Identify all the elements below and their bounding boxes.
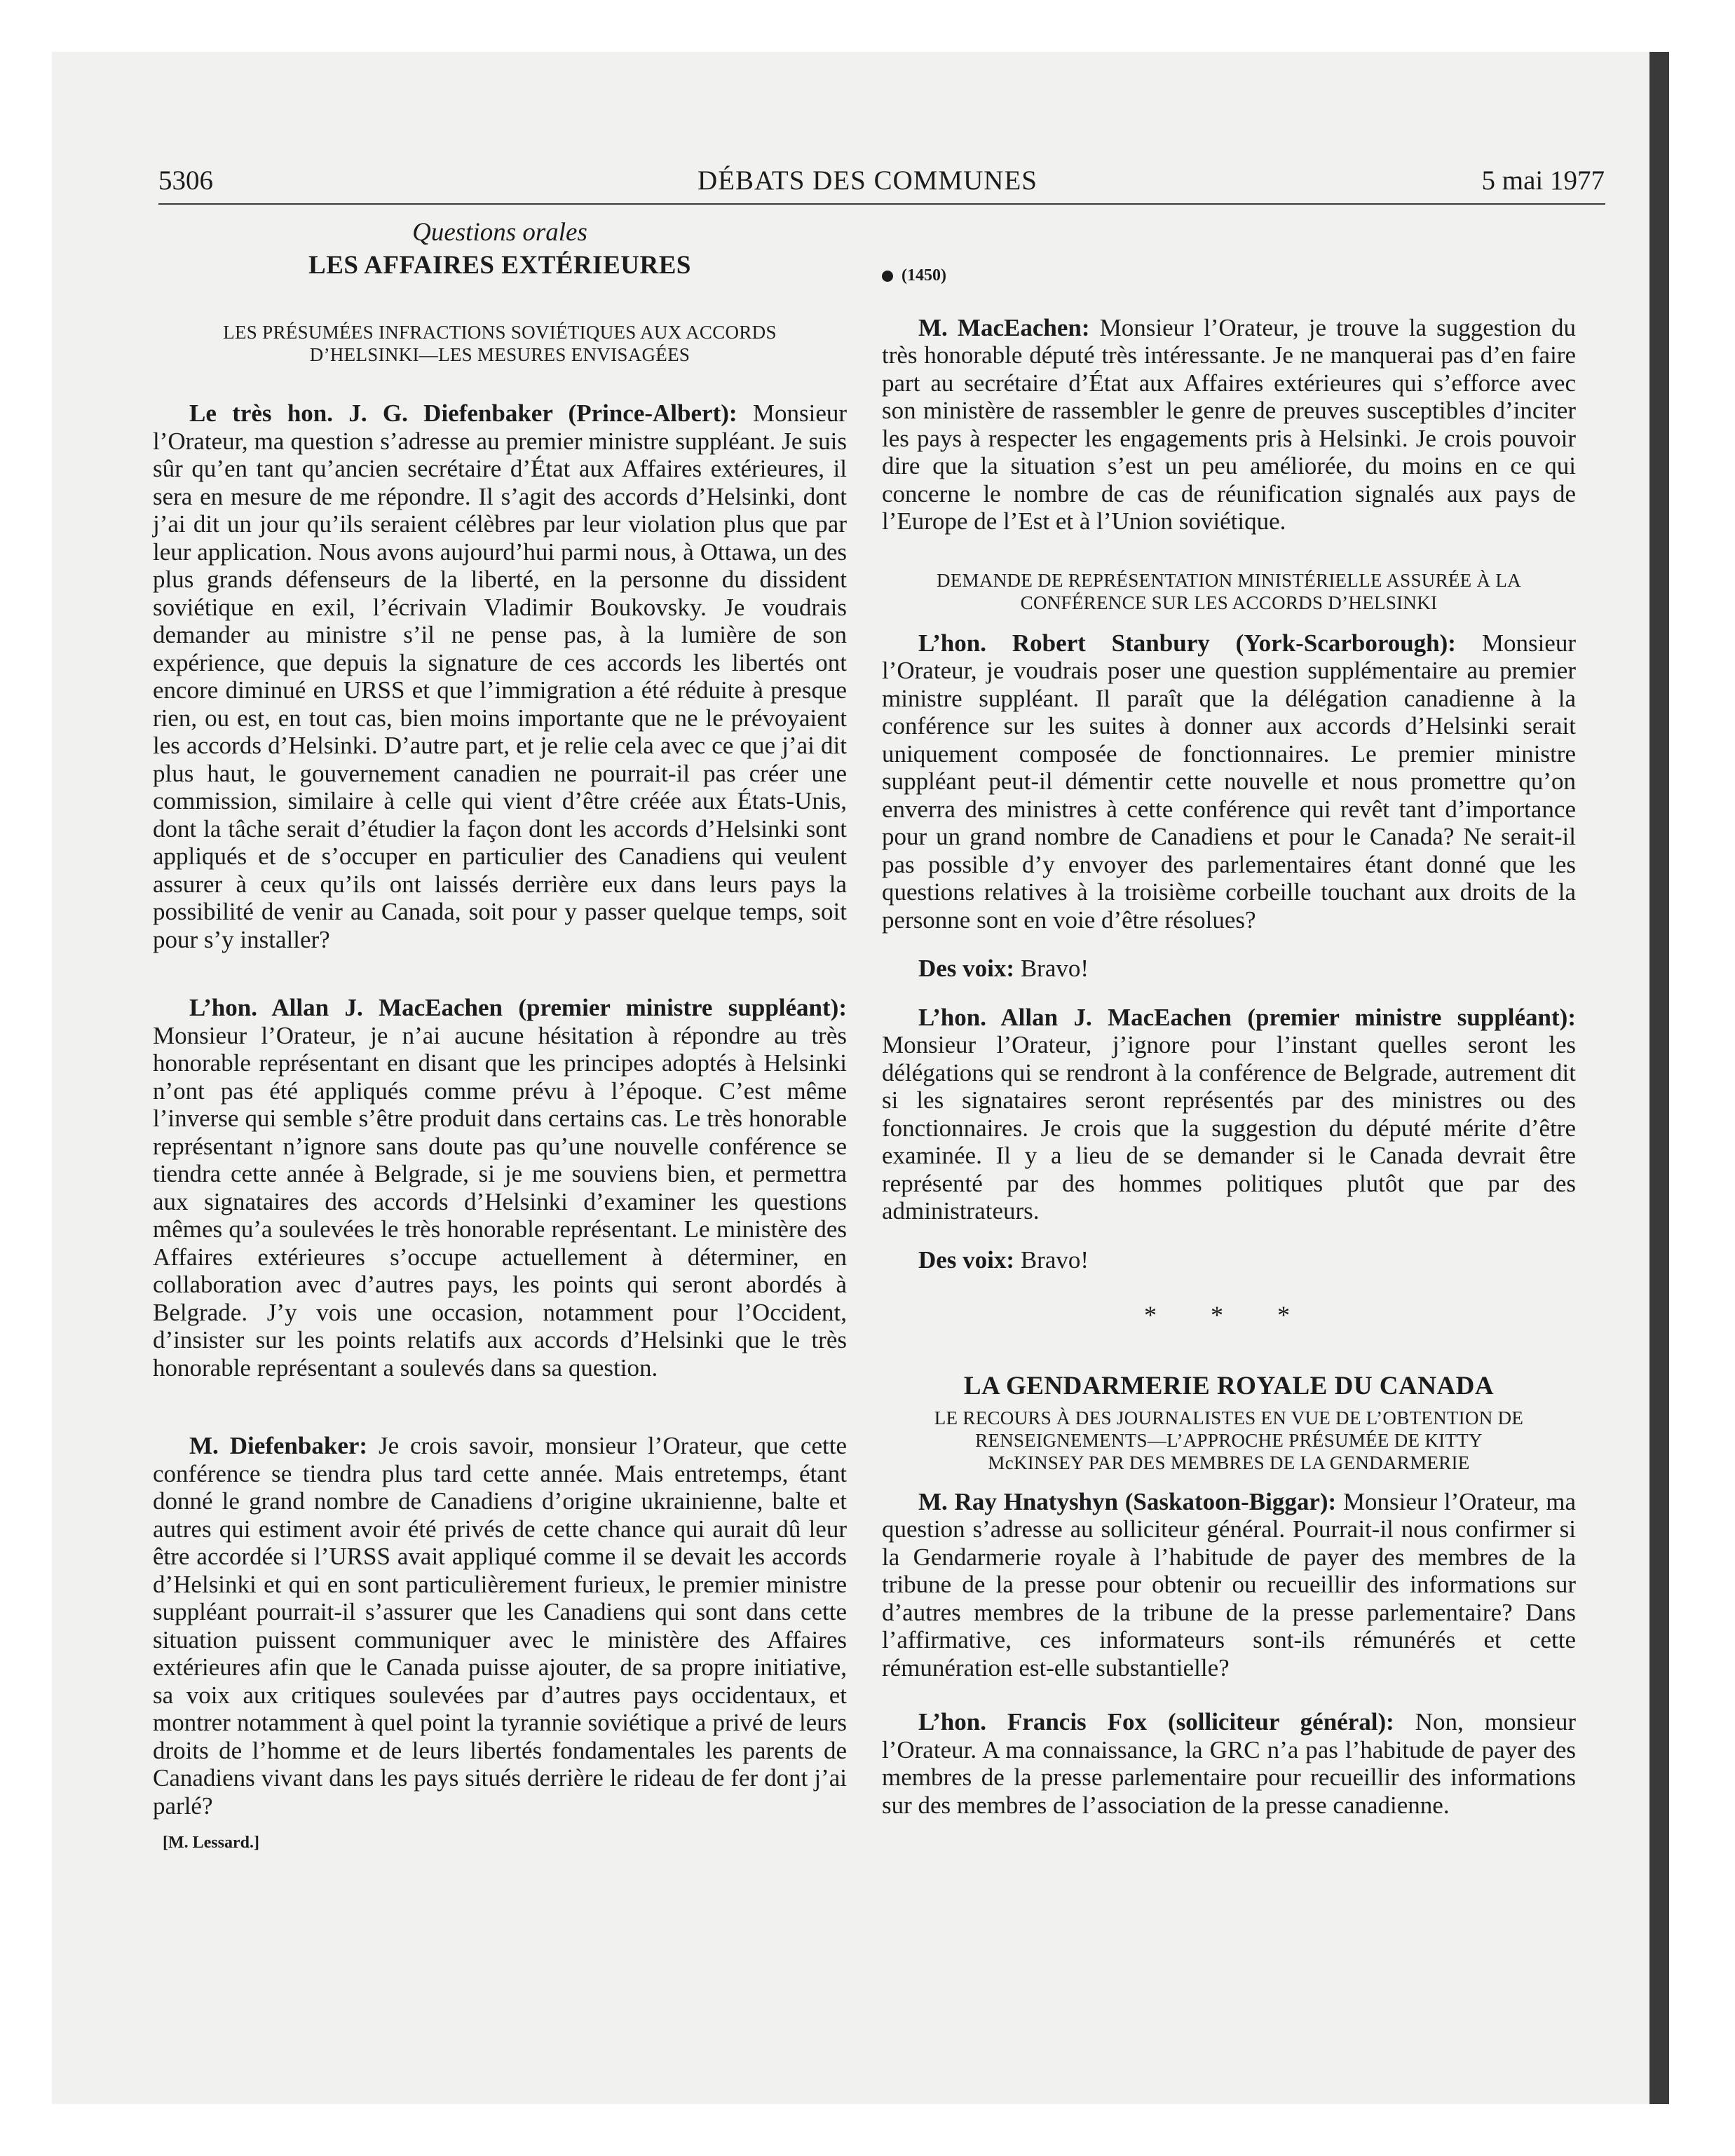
speech-text: Non, monsieur l’Orateur. A ma connaissance, la GRC n’a pas l’habitude de payer des membres de la presse parlementaire pour recueillir des informations sur des membres de l’association de la presse canadienne. (882, 1708, 1576, 1819)
speaker-name: Le très hon. J. G. Diefenbaker (Prince-Albert): (189, 400, 737, 427)
interjection (882, 1246, 1576, 1274)
bullet-icon (882, 271, 893, 282)
journal-title: DÉBATS DES COMMUNES (698, 165, 1037, 196)
section-title: LES AFFAIRES EXTÉRIEURES (308, 251, 691, 280)
right-column (882, 217, 1576, 1819)
scan-edge-bar (1649, 52, 1669, 2104)
subtitle-line: LE RECOURS À DES JOURNALISTES EN VUE DE L’OBTENTION DE (934, 1407, 1524, 1428)
rubric: Questions orales (412, 218, 587, 247)
speaker-name: L’hon. Allan J. MacEachen (premier ministre suppléant): (918, 1003, 1576, 1031)
left-column (153, 217, 847, 1857)
speech-paragraph (882, 1004, 1576, 1225)
speaker-name: M. MacEachen: (918, 313, 1090, 341)
subtitle-line: DEMANDE DE REPRÉSENTATION MINISTÉRIELLE ASSURÉE À LA (937, 569, 1521, 591)
page-date: 5 mai 1977 (1481, 165, 1605, 196)
subtitle-line: LES PRÉSUMÉES INFRACTIONS SOVIÉTIQUES AUX ACCORDS (223, 322, 777, 343)
speaker-name: M. Ray Hnatyshyn (Saskatoon-Biggar): (918, 1487, 1337, 1515)
speaker-tag: [M. Lessard.] (163, 1834, 259, 1852)
speech-text: Monsieur l’Orateur, je n’ai aucune hésitation à répondre au très honorable représentant en disant que les principes adoptés à Helsinki n’ont pas été appliqués comme prévu à l’époque. C’est même l’inverse qui semble s’être produit dans certains cas. Le très honorable représentant n’ignore sans doute pas qu’une nouvelle conférence se tiendra cette année à Belgrade, si je me souviens bien, et permettra aux signataires des accords d’Helsinki d’examiner les questions mêmes qu’a soulevées le très honorable représentant. Le ministère des Affaires extérieures s’occupe actuellement à déterminer, en collaboration avec d’autres pays, les points qui seront abordés à Belgrade. J’y vois une occasion, notamment pour l’Occident, d’insister sur les points relatifs aux accords d’Helsinki que le très honorable représentant a soulevés dans sa question. (153, 1021, 847, 1381)
header-rule (158, 203, 1605, 205)
speech-text: Monsieur l’Orateur, je trouve la suggestion du très honorable député très intéressante. Je ne manquerai pas d’en faire part au secrétaire d’État aux Affaires extérieures qui s’efforce avec son ministère de rassembler le genre de preuves susceptibles d’inciter les pays à respecter les engagements pris à Helsinki. Je crois pouvoir dire que la situation s’est un peu améliorée, du moins en ce qui concerne le nombre de cas de réunification signalés aux pays de l’Europe de l’Est et à l’Union soviétique. (882, 313, 1577, 535)
speaker-name: L’hon. Allan J. MacEachen (premier ministre suppléant): (189, 994, 847, 1021)
speaker-name: Des voix: (918, 955, 1015, 982)
speech-paragraph (882, 1708, 1576, 1819)
speaker-name: L’hon. Francis Fox (solliciteur général): (918, 1708, 1394, 1735)
speaker-name: M. Diefenbaker: (189, 1432, 368, 1459)
speech-text: Bravo! (1014, 1246, 1089, 1274)
page-number: 5306 (158, 165, 213, 196)
subtitle-line: McKINSEY PAR DES MEMBRES DE LA GENDARMERIE (988, 1452, 1470, 1473)
time-marker-text: (1450) (901, 266, 946, 285)
speech-text: Monsieur l’Orateur, j’ignore pour l’instant quelles seront les délégations qui se rendront à la conférence de Belgrade, autrement dit si les signataires seront représentés par des ministres ou des fonctionnaires. Je crois que la suggestion du député mérite d’être examinée. Il y a lieu de se demander si le Canada devrait être représenté par des hommes politiques plutôt que par des administrateurs. (882, 1031, 1576, 1224)
speech-text: Je crois savoir, monsieur l’Orateur, que cette conférence se tiendra plus tard cette année. Mais entretemps, étant donné le grand nombre de Canadiens d’origine ukrainienne, balte et autres qui estiment avoir été privés de cette chance qui aurait dû leur être accordée si l’URSS avait appliqué comme il se devait les accords d’Helsinki et qui en sont particulièrement furieux, le premier ministre suppléant pourrait-il s’assurer que les Canadiens qui sont dans cette situation puissent communiquer avec le ministère des Affaires extérieures afin que le Canada puisse ajouter, de sa propre initiative, sa voix aux critiques soulevées par d’autres pays occidentaux, et montrer notamment à quel point la tyrannie soviétique a privé de leurs droits de l’homme et de leurs libertés fondamentales les parents de Canadiens vivant dans les pays situés derrière le rideau de fer dont j’ai parlé? (153, 1432, 847, 1820)
interjection (882, 955, 1576, 983)
speech-text: Monsieur l’Orateur, je voudrais poser une question supplémentaire au premier ministre suppléant. Il paraît que la délégation canadienne à la conférence sur les suites à donner aux accords d’Helsinki serait uniquement composée de fonctionnaires. Le premier ministre suppléant peut-il démentir cette nouvelle et nous promettre qu’on enverra des ministres à cette conférence qui revêt tant d’importance pour un grand nombre de Canadiens et pour le Canada? Ne serait-il pas possible d’y envoyer des parlementaires étant donné que les questions relatives à la troisième corbeille touchant aux droits de la personne sont en voie d’être résolues? (882, 629, 1576, 934)
subtitle-line: D’HELSINKI—LES MESURES ENVISAGÉES (309, 344, 690, 365)
section-separator: * * * (1144, 1301, 1314, 1329)
speech-paragraph (153, 994, 847, 1381)
speech-paragraph (882, 314, 1576, 535)
subtitle-line: CONFÉRENCE SUR LES ACCORDS D’HELSINKI (1020, 592, 1438, 613)
speech-paragraph (882, 1488, 1576, 1682)
speech-paragraph (153, 1432, 847, 1820)
speech-text: Monsieur l’Orateur, ma question s’adresse au solliciteur général. Pourrait-il nous confirmer si la Gendarmerie royale à l’habitude de payer des membres de la tribune de la presse pour obtenir ou recueillir des informations sur d’autres membres de la tribune de la presse parlementaire? Dans l’affirmative, ces informateurs sont-ils rémunérés et cette rémunération est-elle substantielle? (882, 1487, 1576, 1681)
speaker-name: L’hon. Robert Stanbury (York-Scarborough): (918, 629, 1456, 657)
speech-text: Bravo! (1014, 955, 1089, 982)
section-title: LA GENDARMERIE ROYALE DU CANADA (963, 1371, 1495, 1400)
speaker-name: Des voix: (918, 1246, 1015, 1274)
speech-text: Monsieur l’Orateur, ma question s’adresse au premier ministre suppléant. Je suis sûr qu’en tant qu’ancien secrétaire d’État aux Affaires extérieures, il sera en mesure de me répondre. Il s’agit des accords d’Helsinki, dont j’ai dit un jour qu’ils seraient célèbres par leur violation plus que par leur application. Nous avons aujourd’hui parmi nous, à Ottawa, un des plus grands défenseurs de la liberté, en la personne du dissident soviétique en exil, l’écrivain Vladimir Boukovsky. Je voudrais demander au ministre s’il ne pense pas, à la lumière de son expérience, que depuis la signature de ces accords les libertés ont encore diminué en URSS et que l’immigration a été réduite à presque rien, ou est, en tout cas, bien moins importante que ne le prévoyaient les accords d’Helsinki. D’autre part, et je relie cela avec ce que j’ai dit plus haut, le gouvernement canadien ne pourrait-il pas créer une commission, similaire à celle qui vient d’être créée aux États-Unis, dont la tâche serait d’étudier la façon dont les accords d’Helsinki sont appliqués et de s’occuper en particulier des Canadiens qui veulent assurer à ceux qu’ils ont laissés derrière eux dans leurs pays la possibilité de venir au Canada, soit pour y passer quelque temps, soit pour s’y installer? (153, 400, 848, 953)
speech-paragraph (153, 400, 847, 953)
time-marker (882, 262, 1576, 290)
subtitle-line: RENSEIGNEMENTS—L’APPROCHE PRÉSUMÉE DE KITTY (975, 1429, 1483, 1451)
speech-paragraph (882, 629, 1576, 934)
